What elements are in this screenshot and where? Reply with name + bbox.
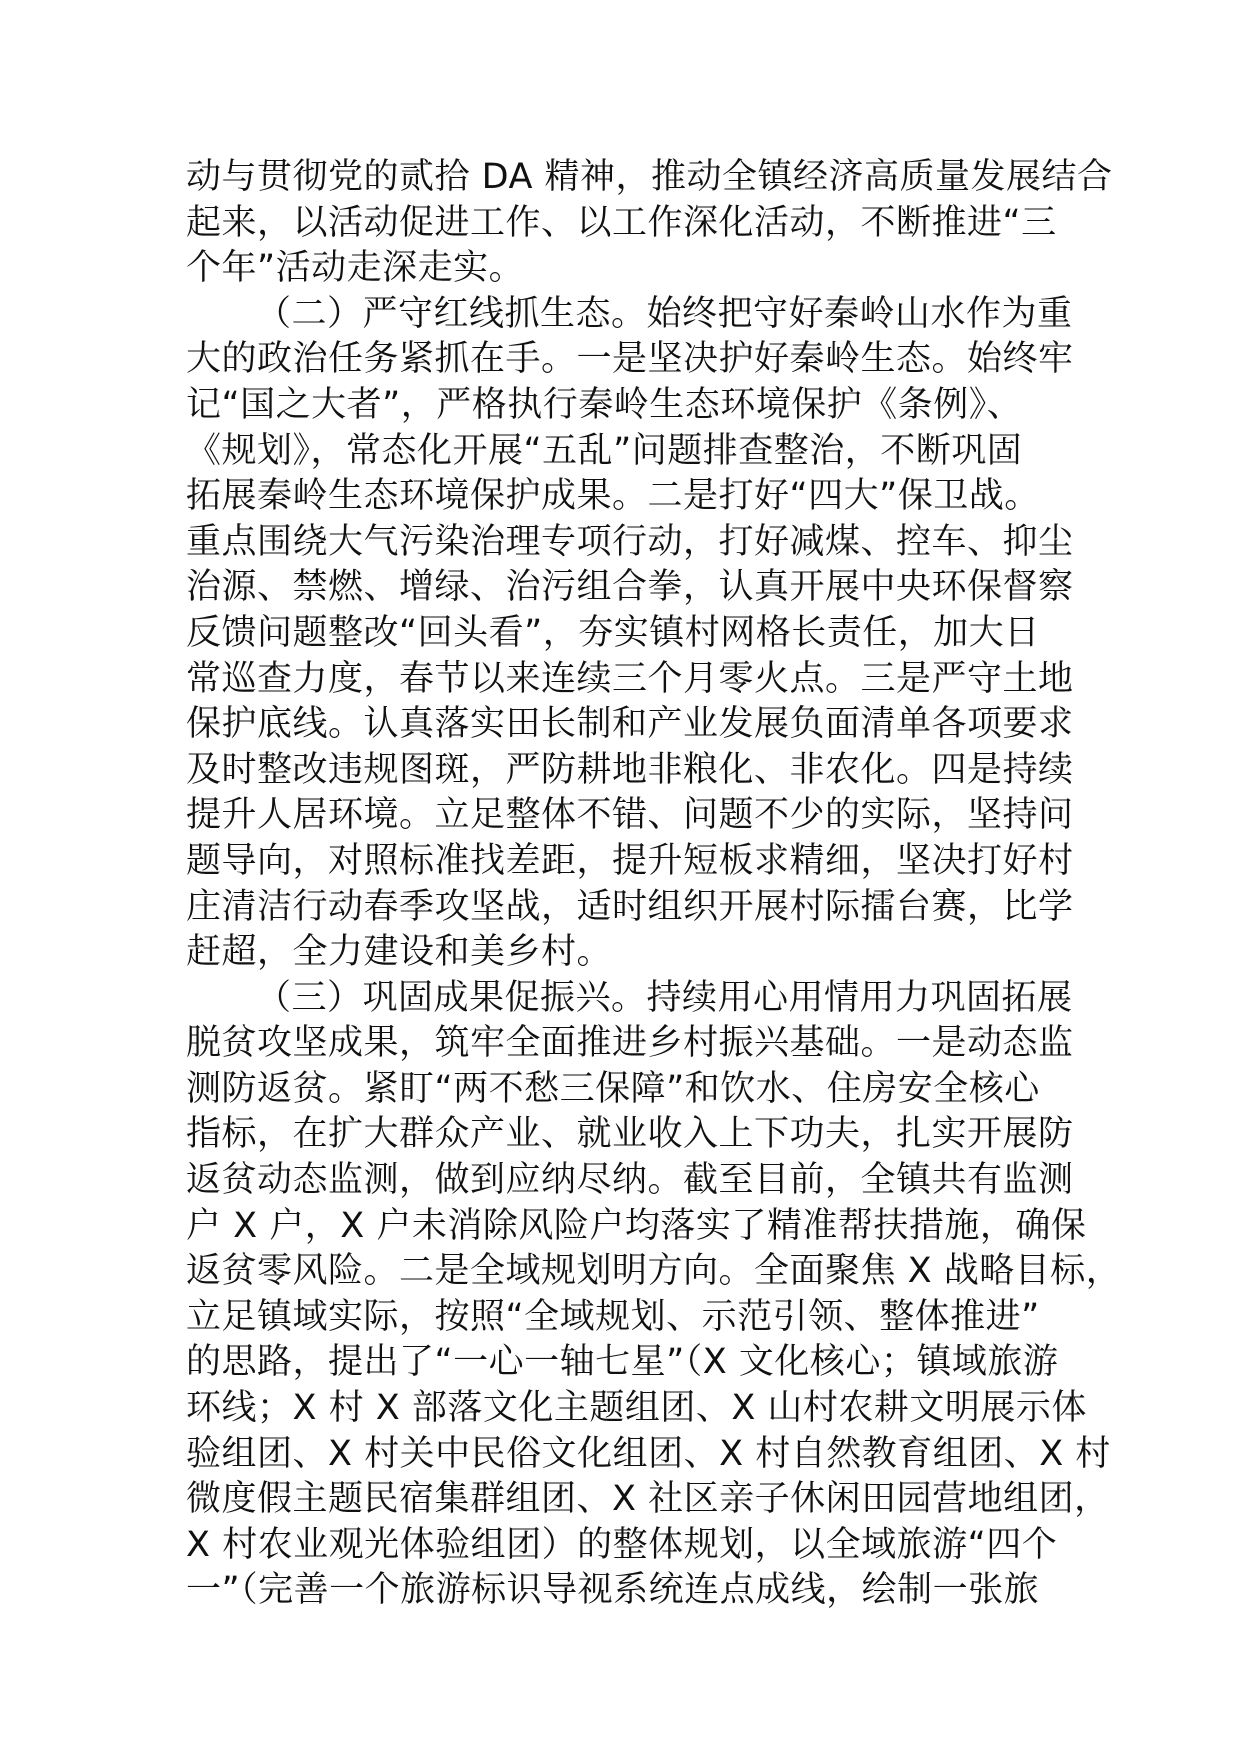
text-line: 常巡查力度，春节以来连续三个月零火点。三是严守土地 (186, 658, 1074, 699)
text-line: X 村农业观光体验组团）的整体规划，以全域旅游“四个 (186, 1524, 1058, 1565)
text-line: 保护底线。认真落实田长制和产业发展负面清单各项要求 (186, 704, 1074, 745)
text-line: 一”（完善一个旅游标识导视系统连点成线，绘制一张旅 (186, 1570, 1040, 1611)
text-line: 拓展秦岭生态环境保护成果。二是打好“四大”保卫战。 (186, 476, 1040, 517)
text-line: 返贫动态监测，做到应纳尽纳。截至目前，全镇共有监测 (186, 1160, 1074, 1201)
text-line: 个年”活动走深走实。 (186, 248, 525, 289)
text-line: 及时整改违规图斑，严防耕地非粮化、非农化。四是持续 (186, 749, 1074, 790)
text-line: 测防返贫。紧盯“两不愁三保障”和饮水、住房安全核心 (186, 1068, 1040, 1109)
text-line: 重点围绕大气污染治理专项行动，打好减煤、控车、抑尘 (186, 521, 1074, 562)
text-line: 反馈问题整改“回头看”，夯实镇村网格长责任，加大日 (186, 612, 1040, 653)
text-line: 起来，以活动促进工作、以工作深化活动，不断推进“三 (186, 202, 1057, 243)
text-line: 脱贫攻坚成果，筑牢全面推进乡村振兴基础。一是动态监 (186, 1023, 1074, 1064)
text-line: 的思路，提出了“一心一轴七星”（X 文化核心；镇域旅游 (186, 1342, 1059, 1383)
text-line: 《规划》，常态化开展“五乱”问题排查整治，不断巩固 (186, 430, 1023, 471)
text-line: 环线；X 村 X 部落文化主题组团、X 山村农耕文明展示体 (186, 1388, 1087, 1429)
text-line: 记“国之大者”，严格执行秦岭生态环境保护《条例》、 (186, 384, 1023, 425)
text-line: （三）巩固成果促振兴。持续用心用情用力巩固拓展 (256, 977, 1073, 1018)
text-line: 题导向，对照标准找差距，提升短板求精细，坚决打好村 (186, 840, 1074, 881)
text-line: 治源、禁燃、增绿、治污组合拳，认真开展中央环保督察 (186, 567, 1074, 608)
text-line: 微度假主题民宿集群组团、X 社区亲子休闲田园营地组团， (186, 1479, 1110, 1520)
text-line: 户 X 户，X 户未消除风险户均落实了精准帮扶措施，确保 (186, 1205, 1087, 1246)
text-line: 验组团、X 村关中民俗文化组团、X 村自然教育组团、X 村 (186, 1433, 1111, 1474)
text-line: 庄清洁行动春季攻坚战，适时组织开展村际擂台赛，比学 (186, 886, 1074, 927)
text-line: 立足镇域实际，按照“全域规划、示范引领、整体推进” (186, 1296, 1040, 1337)
text-line: 动与贯彻党的贰拾 DA 精神，推动全镇经济高质量发展结合 (186, 157, 1113, 197)
text-line: 指标，在扩大群众产业、就业收入上下功夫，扎实开展防 (186, 1114, 1074, 1155)
text-line: 提升人居环境。立足整体不错、问题不少的实际，坚持问 (186, 795, 1074, 836)
text-line: 赶超，全力建设和美乡村。 (186, 932, 613, 973)
text-line: （二）严守红线抓生态。始终把守好秦岭山水作为重 (256, 293, 1073, 334)
body-text (186, 155, 1122, 1614)
text-line: 大的政治任务紧抓在手。一是坚决护好秦岭生态。始终牢 (186, 339, 1074, 380)
text-line: 返贫零风险。二是全域规划明方向。全面聚焦 X 战略目标， (186, 1251, 1122, 1292)
